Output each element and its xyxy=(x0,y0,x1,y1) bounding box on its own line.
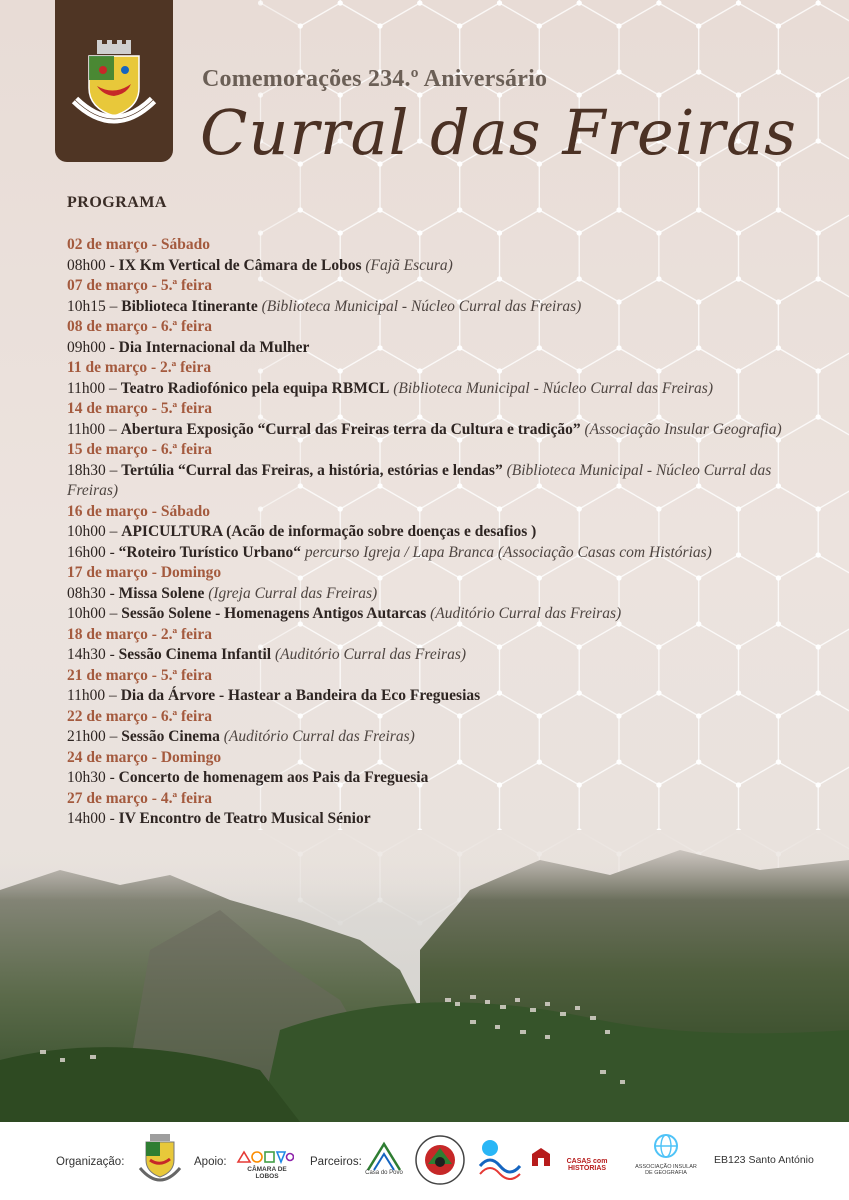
geography-globe-icon xyxy=(652,1132,680,1160)
schedule-event xyxy=(67,338,787,359)
event-title: Missa Solene xyxy=(118,584,205,602)
hex-node-dot xyxy=(736,0,741,5)
hex-node-dot xyxy=(656,0,661,5)
event-time: 10h00 – xyxy=(67,605,122,622)
event-title: Biblioteca Itinerante xyxy=(121,297,258,315)
schedule-date: 11 de março - 2.ª feira xyxy=(67,359,212,376)
event-location: (Fajã Escura) xyxy=(361,256,453,274)
organizacao-label: Organização: xyxy=(56,1156,125,1168)
schedule-event xyxy=(67,379,787,400)
event-title: Teatro Radiofónico pela equipa RBMCL xyxy=(120,379,390,397)
hex-node-dot xyxy=(696,207,701,212)
schedule-date: 18 de março - 2.ª feira xyxy=(67,625,212,643)
event-location: percurso Igreja / Lapa Branca (Associação Casas com Histórias) xyxy=(300,543,712,561)
schedule-date: 27 de março - 4.ª feira xyxy=(67,789,212,807)
schedule-event xyxy=(67,809,787,830)
event-title: Sessão Solene - Homenagens Antigos Autarcas xyxy=(121,605,427,622)
schedule-event xyxy=(67,768,787,789)
event-time: 10h00 – xyxy=(67,523,122,540)
camara-lobos-shapes-icon xyxy=(236,1150,294,1164)
schedule-date: 15 de março - 6.ª feira xyxy=(67,441,212,458)
event-location: (Biblioteca Municipal - Núcleo Curral das Freiras) xyxy=(257,297,582,315)
event-time: 11h00 – xyxy=(67,379,121,397)
event-time: 10h30 - xyxy=(67,769,119,786)
schedule-event xyxy=(67,461,787,502)
event-location: (Igreja Curral das Freiras) xyxy=(204,584,378,602)
crest-box xyxy=(55,0,173,162)
event-title: IX Km Vertical de Câmara de Lobos xyxy=(118,256,362,274)
schedule-event xyxy=(67,584,787,605)
hexagon-cell xyxy=(619,3,699,95)
casa-do-povo-name: Casa do Povo xyxy=(365,1170,403,1176)
hex-node-dot xyxy=(577,0,582,5)
hex-node-dot xyxy=(616,23,621,28)
mountain-valley-image xyxy=(0,830,849,1122)
event-title: Tertúlia “Curral das Freiras, a história, estórias e lendas” xyxy=(121,461,503,479)
event-time: 14h30 - xyxy=(67,646,119,663)
event-time: 10h15 – xyxy=(67,297,122,315)
hex-node-dot xyxy=(457,23,462,28)
cultural-association-round-logo-icon xyxy=(414,1134,466,1186)
hex-node-dot xyxy=(457,207,462,212)
hexagon-cell xyxy=(778,693,849,785)
event-time: 11h00 – xyxy=(67,687,121,704)
event-location: (Auditório Curral das Freiras) xyxy=(426,605,622,622)
hex-node-dot xyxy=(616,207,621,212)
hex-node-dot xyxy=(338,0,343,5)
event-location: (Biblioteca Municipal - Núcleo Curral das Freiras) xyxy=(67,461,772,499)
hex-node-dot xyxy=(816,414,821,419)
hex-node-dot xyxy=(696,23,701,28)
hex-node-dot xyxy=(816,276,821,281)
schedule-date: 16 de março - Sábado xyxy=(67,502,210,520)
hex-node-dot xyxy=(816,138,821,143)
footer-sponsors xyxy=(0,1122,849,1200)
event-location: (Associação Insular Geografia) xyxy=(580,420,782,438)
hexagon-cell xyxy=(420,0,500,26)
event-time: 16h00 - xyxy=(67,543,119,561)
schedule-date: 17 de março - Domingo xyxy=(67,564,222,581)
hexagon-cell xyxy=(659,0,739,26)
hex-node-dot xyxy=(537,23,542,28)
hex-node-dot xyxy=(258,0,263,5)
event-time: 21h00 – xyxy=(67,728,122,745)
hexagon-cell xyxy=(778,555,849,647)
schedule-event xyxy=(67,686,787,707)
hex-node-dot xyxy=(776,23,781,28)
event-location: (Auditório Curral das Freiras) xyxy=(271,646,467,663)
hexagon-cell xyxy=(778,417,849,509)
event-location: (Biblioteca Municipal - Núcleo Curral das Freiras) xyxy=(389,379,713,397)
schedule-date: 24 de março - Domingo xyxy=(67,748,222,766)
camara-lobos-name: CÂMARA DE LOBOS xyxy=(247,1166,287,1180)
event-location: (Auditório Curral das Freiras) xyxy=(219,728,415,745)
schedule-date: 07 de março - 5.ª feira xyxy=(67,277,212,294)
hex-node-dot xyxy=(816,644,821,649)
hexagon-cell xyxy=(778,3,849,95)
apoio-label: Apoio: xyxy=(194,1156,227,1168)
hexagon-cell xyxy=(579,0,659,26)
event-title: Concerto de homenagem aos Pais da Freguesia xyxy=(118,769,429,786)
hexagon-cell xyxy=(778,279,849,371)
junta-crest-logo-icon xyxy=(136,1132,184,1190)
schedule-event xyxy=(67,604,787,625)
event-time: 18h30 – xyxy=(67,461,122,479)
schedule-date: 02 de março - Sábado xyxy=(67,236,210,253)
event-schedule xyxy=(67,235,787,830)
hex-node-dot xyxy=(377,23,382,28)
hex-node-dot xyxy=(816,506,821,511)
parish-crest-icon xyxy=(67,40,161,140)
event-title: APICULTURA (Acão de informação sobre doenças e desafios ) xyxy=(121,523,537,540)
hex-node-dot xyxy=(816,0,821,5)
event-title: “Roteiro Turístico Urbano“ xyxy=(118,543,301,561)
hex-node-dot xyxy=(616,69,621,74)
schedule-event xyxy=(67,522,787,543)
hexagon-cell xyxy=(261,0,341,26)
schedule-date: 21 de março - 5.ª feira xyxy=(67,666,212,684)
event-time: 14h00 - xyxy=(67,810,119,827)
program-heading: PROGRAMA xyxy=(67,194,167,211)
hex-node-dot xyxy=(816,92,821,97)
event-time: 11h00 – xyxy=(67,420,121,438)
hex-node-dot xyxy=(537,207,542,212)
event-time: 08h00 - xyxy=(67,256,119,274)
hex-node-dot xyxy=(377,207,382,212)
hex-node-dot xyxy=(816,230,821,235)
parceiros-label: Parceiros: xyxy=(310,1156,362,1168)
hex-node-dot xyxy=(816,782,821,787)
wave-logo-icon xyxy=(476,1136,522,1182)
hexagon-cell xyxy=(500,0,580,26)
hex-node-dot xyxy=(696,69,701,74)
schedule-event xyxy=(67,420,787,441)
hexagon-cell xyxy=(739,0,819,26)
assoc-geografia-name: ASSOCIAÇÃO INSULAR DE GEOGRAFIA xyxy=(635,1164,697,1176)
event-title: Abertura Exposição “Curral das Freiras terra da Cultura e tradição” xyxy=(120,420,581,438)
event-time: 08h30 - xyxy=(67,584,119,602)
schedule-date: 08 de março - 6.ª feira xyxy=(67,318,212,335)
hex-node-dot xyxy=(298,23,303,28)
hexagon-cell xyxy=(340,0,420,26)
hex-node-dot xyxy=(776,207,781,212)
casas-historias-house-icon xyxy=(530,1146,552,1168)
hexagon-cell xyxy=(699,3,779,95)
hex-node-dot xyxy=(816,368,821,373)
hex-node-dot xyxy=(816,690,821,695)
schedule-date: 14 de março - 5.ª feira xyxy=(67,400,212,417)
event-time: 09h00 - xyxy=(67,338,119,356)
schedule-date: 22 de março - 6.ª feira xyxy=(67,707,212,725)
schedule-event xyxy=(67,543,787,564)
event-title: Sessão Cinema xyxy=(121,728,220,745)
eb123-school-name: EB123 Santo António xyxy=(714,1154,814,1166)
event-title: Dia da Árvore - Hastear a Bandeira da Eco Freguesias xyxy=(120,687,481,704)
hex-node-dot xyxy=(497,0,502,5)
hexagon-cell xyxy=(539,3,619,95)
casas-historias-name: CASAS com HISTÓRIAS xyxy=(566,1158,608,1172)
event-title: Sessão Cinema Infantil xyxy=(118,646,272,663)
hex-node-dot xyxy=(417,0,422,5)
hex-node-dot xyxy=(298,207,303,212)
schedule-event xyxy=(67,727,787,748)
schedule-event xyxy=(67,297,787,318)
schedule-event xyxy=(67,645,787,666)
page-title: Curral das Freiras xyxy=(200,96,797,169)
anniversary-subtitle: Comemorações 234.º Aniversário xyxy=(202,66,548,92)
hex-node-dot xyxy=(816,552,821,557)
event-title: IV Encontro de Teatro Musical Sénior xyxy=(118,810,371,827)
hex-node-dot xyxy=(776,69,781,74)
hexagon-cell xyxy=(818,0,849,26)
schedule-event xyxy=(67,256,787,277)
event-title: Dia Internacional da Mulher xyxy=(118,338,310,356)
